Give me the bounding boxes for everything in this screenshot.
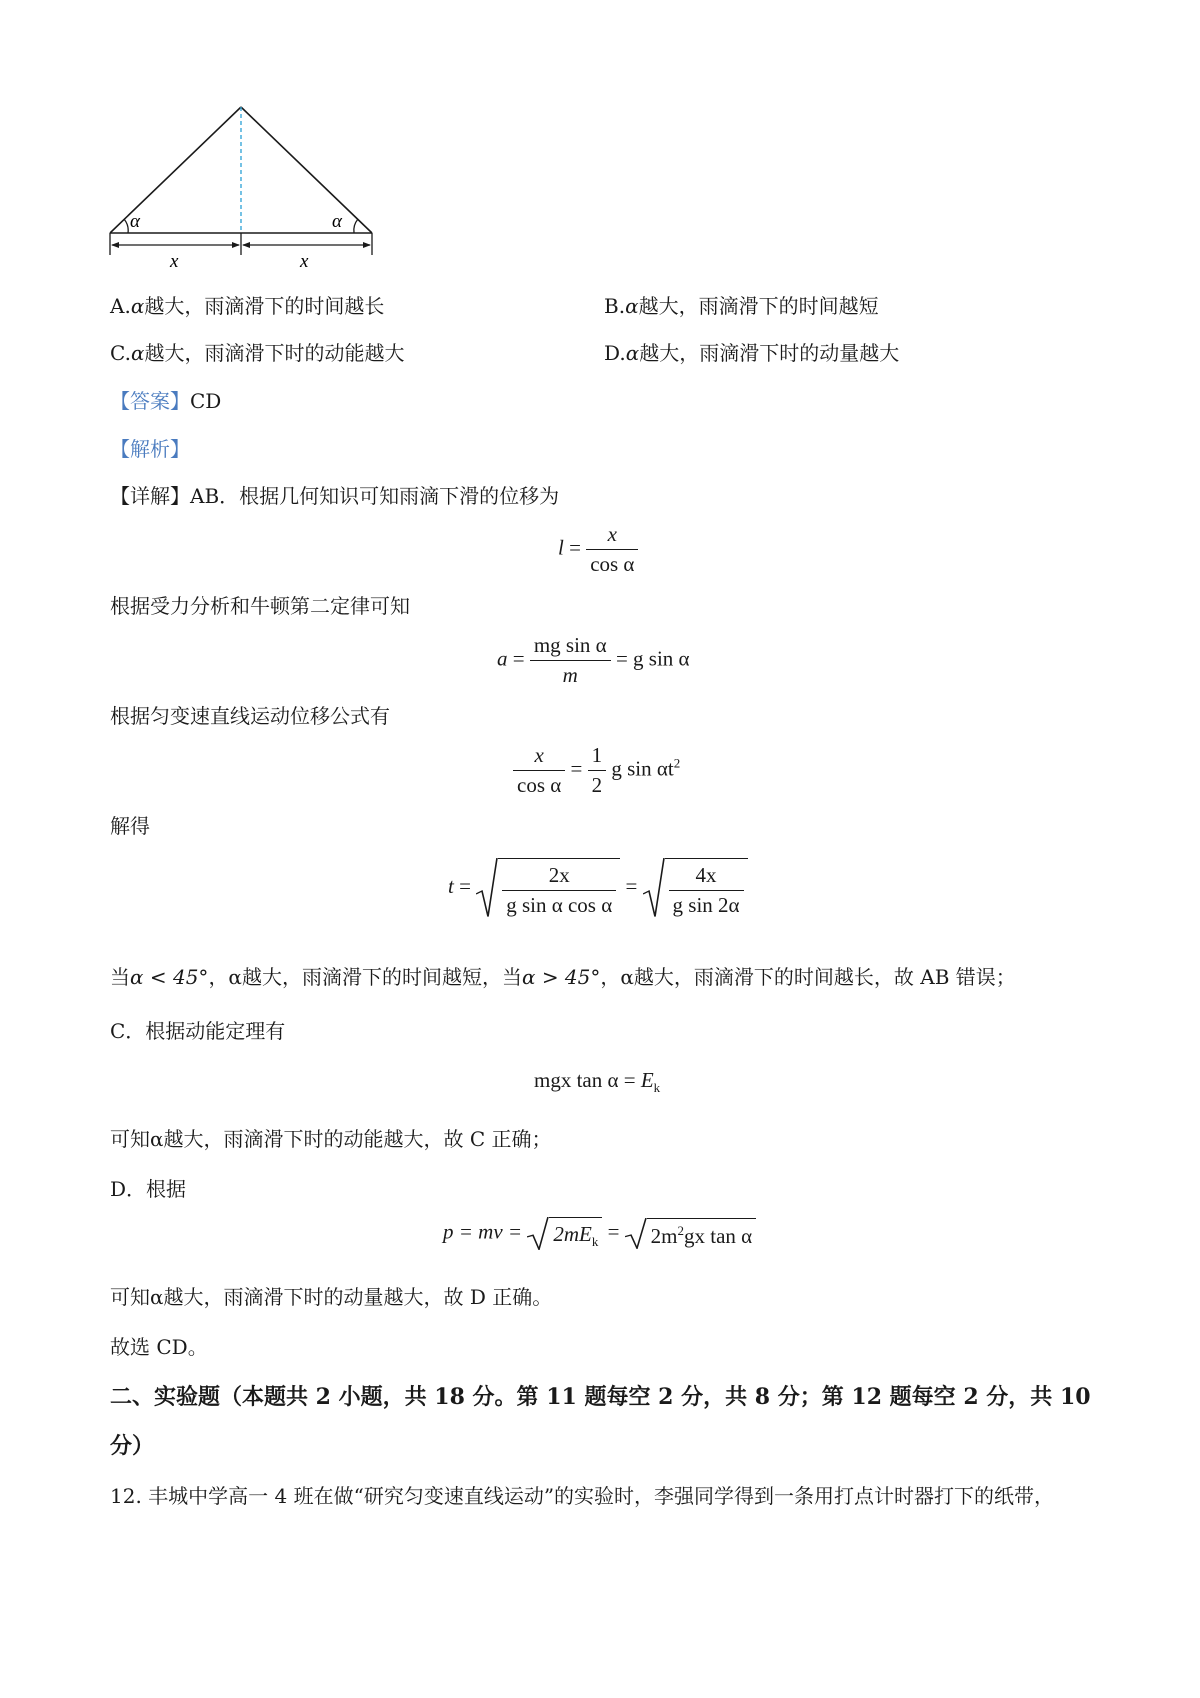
option-alpha: α <box>625 294 639 318</box>
answer-tag: 【答案】 <box>110 389 190 413</box>
option-text: 越大，雨滴滑下时的动量越大 <box>639 341 900 365</box>
equation-acceleration: a = $\frac{\text{mg sin α}}{m}$ = g sin α <box>497 633 690 687</box>
radical-sign-icon <box>527 1217 549 1250</box>
paragraph-final: 故选 CD。 <box>110 1335 208 1359</box>
radicand: 2m <box>650 1224 678 1249</box>
question-12: 12. 丰城中学高一 4 班在做“研究匀变速直线运动”的实验时，李强同学得到一条用打点计时器打下的纸带， <box>110 1484 1055 1508</box>
fraction <box>502 863 616 918</box>
section-heading-cont: 分） <box>110 1433 155 1459</box>
eq-lhs: mgx tan α <box>534 1068 619 1092</box>
fraction <box>669 863 744 918</box>
answer-value: CD <box>190 389 222 413</box>
right-alpha-label: α <box>332 211 342 232</box>
incline-diagram <box>100 95 380 270</box>
eq-rhs: g sin αt <box>611 756 674 781</box>
option-text: 越大，雨滴滑下的时间越短 <box>638 294 879 318</box>
equation-time: t = $\frac{2x}{\text{g sin α cos α}}$ = $\frac{4x}{\text{g sin 2α}}$ <box>448 858 748 918</box>
subscript: k <box>653 1080 661 1096</box>
square-root <box>476 858 620 918</box>
equation-displacement: l = $\frac{x}{\text{cos α}}$ <box>558 522 638 577</box>
radical-sign-icon <box>476 858 498 918</box>
right-slope <box>241 107 372 233</box>
radicand: 2mE <box>553 1222 592 1246</box>
right-angle-arc <box>354 219 358 233</box>
numerator: 2x <box>502 863 616 891</box>
radicand: gx tan α <box>684 1224 753 1249</box>
paragraph-solve: 解得 <box>110 814 150 838</box>
option-letter: D. <box>604 341 626 365</box>
option-text: 越大，雨滴滑下的时间越长 <box>144 294 385 318</box>
inequality: α < 45° <box>130 965 209 989</box>
denominator: 2 <box>591 773 603 797</box>
eq-rhs: E <box>640 1068 654 1092</box>
paragraph-kinetic-theorem: C．根据动能定理有 <box>110 1019 286 1043</box>
denominator: cos α <box>517 773 562 797</box>
option-c <box>110 339 404 367</box>
option-b <box>604 292 879 320</box>
arrow-head <box>242 242 250 248</box>
text: ，α越大，雨滴滑下的时间越长，故 AB 错误； <box>600 965 1016 989</box>
option-a <box>110 292 384 320</box>
square-root <box>643 858 748 918</box>
arrow-head <box>232 242 240 248</box>
square-root <box>625 1218 757 1249</box>
paragraph-angle-cases <box>110 963 1016 991</box>
denominator: g sin 2α <box>672 893 740 917</box>
option-d <box>604 339 899 367</box>
inequality: α > 45° <box>521 965 601 989</box>
text: 当 <box>110 965 130 989</box>
analysis-tag: 【解析】 <box>110 437 190 461</box>
option-alpha: α <box>130 341 145 365</box>
superscript: 2 <box>673 755 681 771</box>
option-letter: A. <box>110 294 131 318</box>
right-x-label: x <box>300 251 309 270</box>
option-alpha: α <box>625 341 640 365</box>
answer-line <box>110 387 221 415</box>
arrow-head <box>111 242 119 248</box>
equation-kinematics: $\frac{x}{\text{cos α}}$ = $\frac{1}{2}$ g $\sin \alpha t^2$ <box>513 743 680 798</box>
eq-rhs: g sin α <box>633 646 690 671</box>
paragraph-d: D．根据 <box>110 1177 187 1201</box>
numerator: 4x <box>669 863 744 891</box>
paragraph-kinematics: 根据匀变速直线运动位移公式有 <box>110 704 390 728</box>
left-alpha-label: α <box>130 211 140 232</box>
detail-intro: 【详解】AB．根据几何知识可知雨滴下滑的位移为 <box>110 484 560 508</box>
equation-momentum: p = mv = $2mE_k$ = $2m^2gx$ tan α <box>443 1217 756 1250</box>
radical-sign-icon <box>625 1218 647 1249</box>
section-heading: 二、实验题（本题共 2 小题，共 18 分。第 11 题每空 2 分，共 8 分；第 12 题每空 2 分，共 10 <box>110 1384 1091 1410</box>
paragraph-conclusion-d: 可知α越大，雨滴滑下时的动量越大，故 D 正确。 <box>110 1285 553 1309</box>
left-angle-arc <box>124 219 128 233</box>
option-letter: B. <box>604 294 626 318</box>
numerator: 1 <box>588 743 607 771</box>
denominator: cos α <box>590 552 635 576</box>
superscript: 2 <box>677 1223 685 1239</box>
subscript: k <box>591 1234 599 1250</box>
fraction <box>530 633 611 688</box>
left-x-label: x <box>170 251 179 270</box>
denominator: g sin α cos α <box>506 893 613 917</box>
eq-lhs: t <box>448 873 454 898</box>
equation-kinetic-energy: mgx $\tan \alpha = E_k$ <box>534 1068 661 1096</box>
option-alpha: α <box>130 294 145 318</box>
numerator: x <box>513 743 565 771</box>
denominator: m <box>562 663 578 687</box>
fraction <box>586 522 638 577</box>
paragraph-force: 根据受力分析和牛顿第二定律可知 <box>110 594 410 618</box>
option-letter: C. <box>110 341 131 365</box>
arrow-head <box>363 242 371 248</box>
numerator: mg sin α <box>530 633 611 661</box>
paragraph-conclusion-c: 可知α越大，雨滴滑下时的动能越大，故 C 正确； <box>110 1127 552 1151</box>
text: ，α越大，雨滴滑下的时间越短，当 <box>208 965 522 989</box>
fraction-half <box>588 743 607 798</box>
eq-lhs: l <box>558 535 564 560</box>
numerator: x <box>586 522 638 550</box>
option-text: 越大，雨滴滑下时的动能越大 <box>144 341 405 365</box>
fraction <box>513 743 565 798</box>
square-root <box>527 1217 602 1250</box>
eq-lhs: p = mv = <box>443 1219 523 1244</box>
eq-lhs: a <box>497 646 508 671</box>
radical-sign-icon <box>643 858 665 918</box>
